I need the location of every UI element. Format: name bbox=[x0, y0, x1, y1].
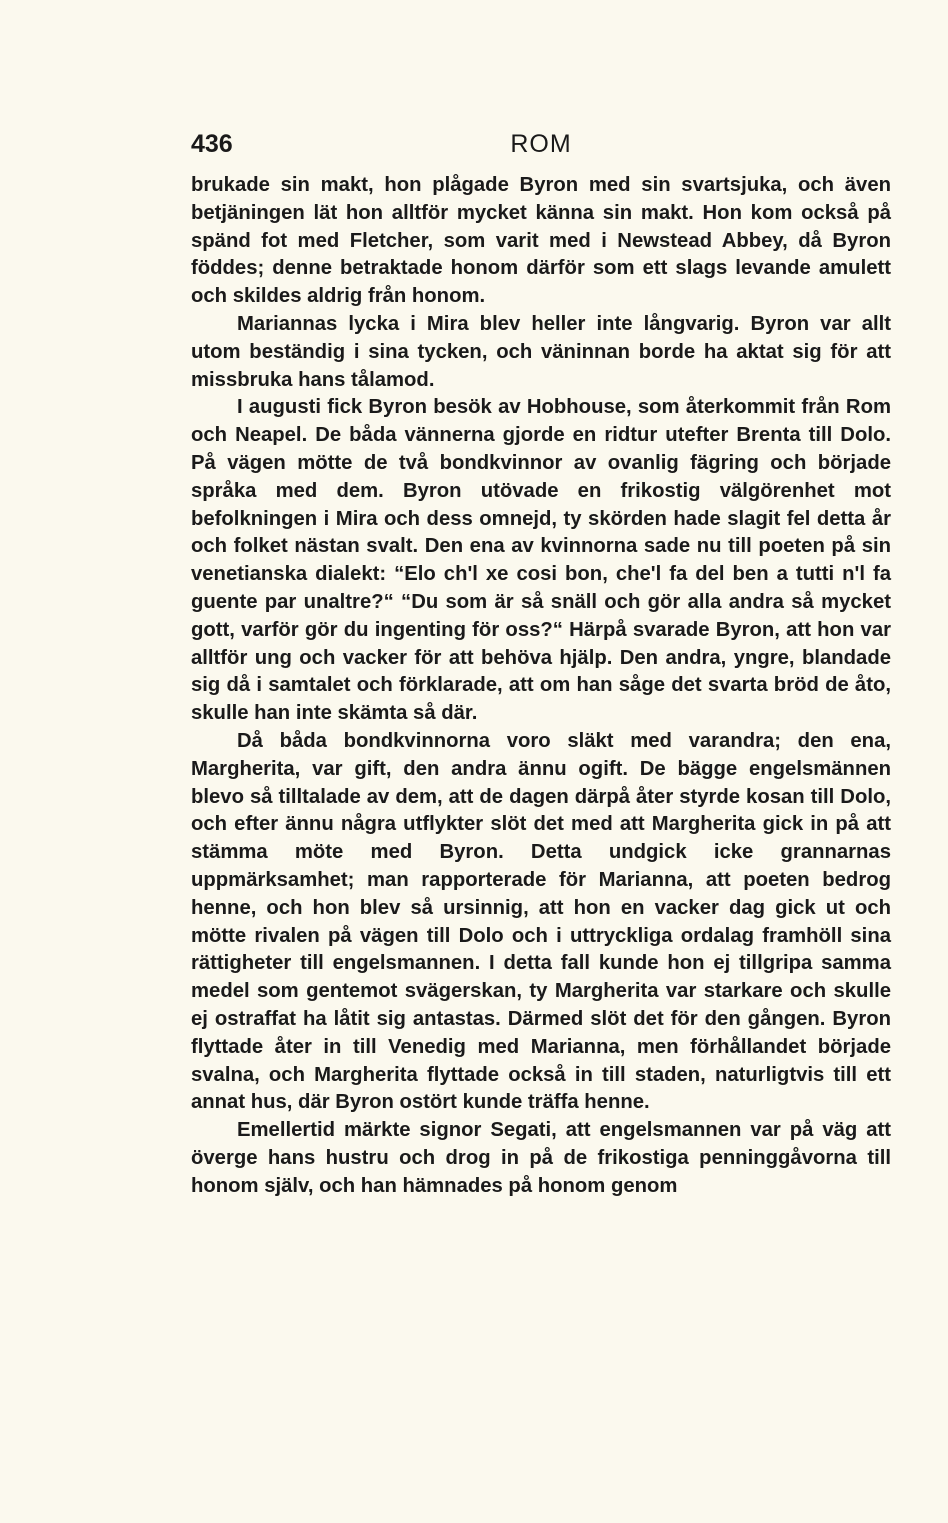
page-header bbox=[191, 130, 891, 166]
page-number: 436 bbox=[191, 130, 233, 158]
paragraph-2: Mariannas lycka i Mira blev heller inte långvarig. Byron var allt utom beständig i sina tycken, och väninnan borde ha aktat sig för att missbruka hans tålamod. bbox=[191, 312, 891, 391]
paragraph-3: I augusti fick Byron besök av Hobhouse, som återkommit från Rom och Neapel. De båda vännerna gjorde en ridtur utefter Brenta till Dolo. På vägen mötte de två bondkvinnor av ovanlig fägring och började språka med dem. Byron utövade en frikostig välgörenhet mot befolkningen i Mira och dess omnejd, ty skörden hade slagit fel detta år och folket nästan svalt. Den ena av kvinnorna sade nu till poeten på sin venetianska dialekt: “Elo ch'l xe cosi bon, che'l fa del ben a tutti n'l fa guente par unaltre?“ “Du som är så snäll och gör alla andra så mycket gott, varför gör du ingenting för oss?“ Härpå svarade Byron, att hon var alltför ung och vacker för att behöva hjälp. Den andra, yngre, blandade sig då i samtalet och förklarade, att om han såge det svarta bröd de åto, skulle han inte skämta så där. bbox=[191, 396, 891, 725]
body-text bbox=[191, 172, 891, 1200]
running-head: ROM bbox=[510, 130, 572, 158]
paragraph-5: Emellertid märkte signor Segati, att engelsmannen var på väg att överge hans hustru och drog in på de frikostiga penninggåvorna till honom själv, och han hämnades på honom genom bbox=[191, 1119, 891, 1197]
paragraph-1: brukade sin makt, hon plågade Byron med sin svartsjuka, och även betjäningen lät hon alltför mycket känna sin makt. Hon kom också på spänd fot med Fletcher, som varit med i Newstead Abbey, då Byron föddes; denne betraktade honom därför som ett slags levande amulett och skildes aldrig från honom. bbox=[191, 174, 891, 308]
paragraph-4: Då båda bondkvinnorna voro släkt med varandra; den ena, Margherita, var gift, den andra ännu ogift. De bägge engelsmännen blevo så tilltalade av dem, att de dagen därpå åter styrde kosan till Dolo, och efter ännu några utflykter slöt det med att Margherita gick in på att stämma möte med Byron. Detta undgick icke grannarnas uppmärksamhet; man rapporterade för Marianna, att poeten bedrog henne, och hon blev så ursinnig, att hon en vacker dag gick ut och mötte rivalen på vägen till Dolo och i uttryckliga ordalag framhöll sina rättigheter till engelsmannen. I detta fall kunde hon ej tillgripa samma medel som gentemot svägerskan, ty Margherita var starkare och skulle ej ostraffat ha låtit sig antastas. Därmed slöt det för den gången. Byron flyttade åter in till Venedig med Marianna, men förhållandet började svalna, och Margherita flyttade också in till staden, naturligtvis till ett annat hus, där Byron ostört kunde träffa henne. bbox=[191, 729, 891, 1114]
